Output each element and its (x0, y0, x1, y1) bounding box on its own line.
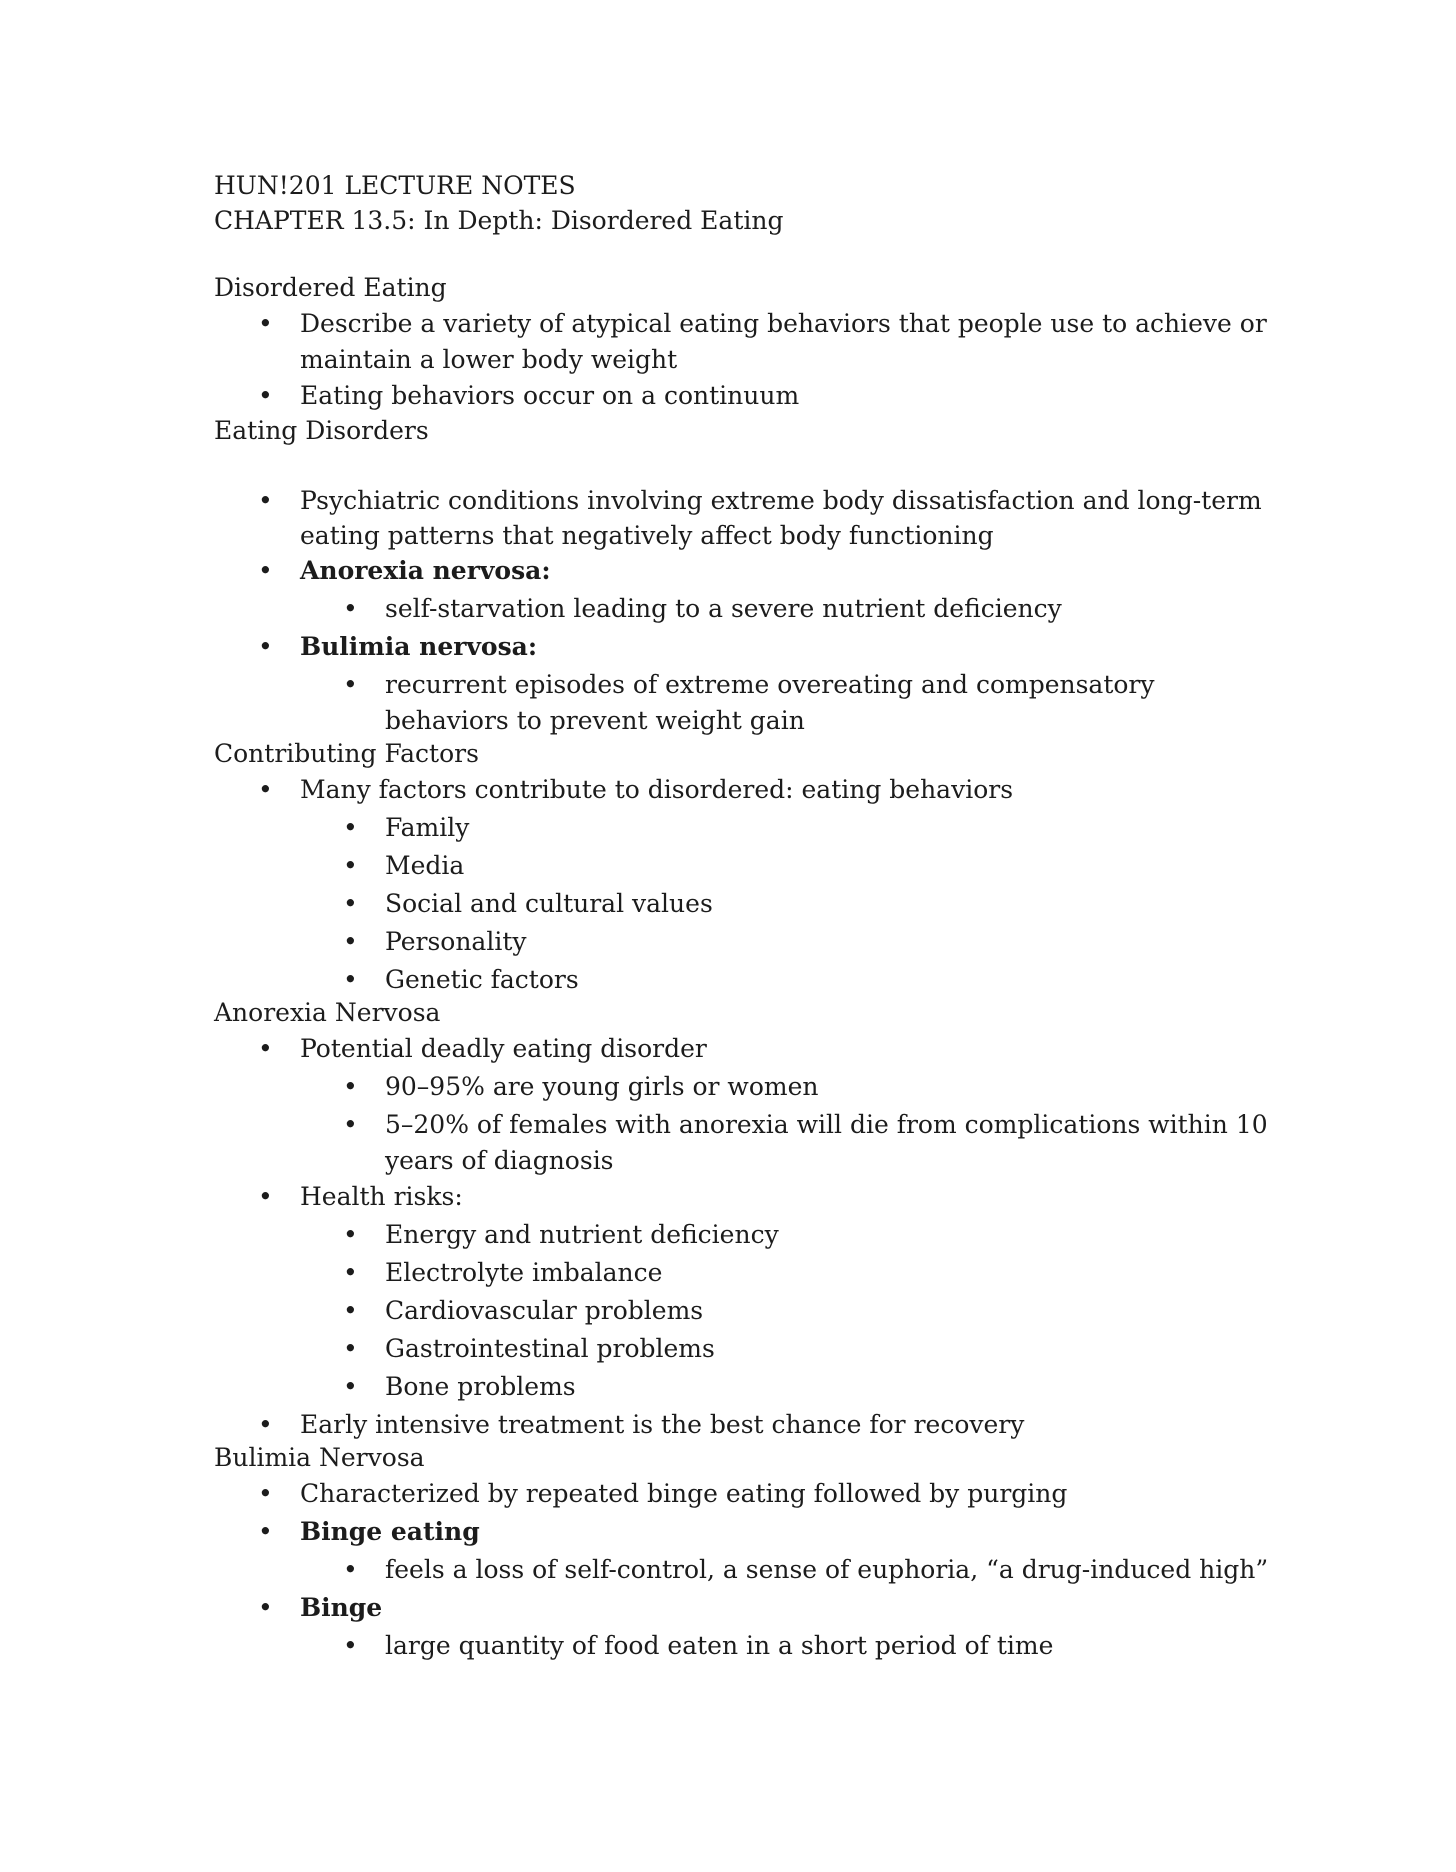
list-item: Electrolyte imbalance (385, 1258, 663, 1287)
bullet-icon: • (343, 927, 358, 956)
bullet-icon: • (343, 1631, 358, 1660)
list-item: Family (385, 813, 470, 842)
section-heading-contributing-factors: Contributing Factors (214, 739, 479, 768)
bullet-icon: • (343, 1072, 358, 1101)
list-item: Potential deadly eating disorder (300, 1034, 707, 1063)
term-anorexia-nervosa: Anorexia nervosa: (300, 556, 551, 585)
section-heading-anorexia-nervosa: Anorexia Nervosa (214, 998, 441, 1027)
bullet-icon: • (343, 813, 358, 842)
list-item: Characterized by repeated binge eating followed by purging (300, 1479, 1068, 1508)
list-item: Personality (385, 927, 527, 956)
list-item: Social and cultural values (385, 889, 713, 918)
list-item: Health risks: (300, 1182, 463, 1211)
list-item: Eating behaviors occur on a continuum (300, 381, 800, 410)
list-item: Bone problems (385, 1372, 576, 1401)
bullet-icon: • (258, 1410, 273, 1439)
bullet-icon: • (343, 670, 358, 699)
section-heading-bulimia-nervosa: Bulimia Nervosa (214, 1443, 425, 1472)
list-item-continuation: maintain a lower body weight (300, 345, 678, 374)
bullet-icon: • (343, 1258, 358, 1287)
bullet-icon: • (258, 775, 273, 804)
list-item: Cardiovascular problems (385, 1296, 704, 1325)
list-item: feels a loss of self-control, a sense of euphoria, “a drug-induced high” (385, 1555, 1269, 1584)
bullet-icon: • (258, 1517, 273, 1546)
bullet-icon: • (343, 594, 358, 623)
list-item: self-starvation leading to a severe nutrient deficiency (385, 594, 1062, 623)
bullet-icon: • (258, 1182, 273, 1211)
bullet-icon: • (258, 632, 273, 661)
list-item: Energy and nutrient deficiency (385, 1220, 779, 1249)
term-binge: Binge (300, 1593, 383, 1622)
bullet-icon: • (343, 1372, 358, 1401)
bullet-icon: • (258, 556, 273, 585)
section-heading-disordered-eating: Disordered Eating (214, 273, 447, 302)
list-item: Genetic factors (385, 965, 579, 994)
bullet-icon: • (258, 486, 273, 515)
bullet-icon: • (343, 1334, 358, 1363)
bullet-icon: • (258, 1593, 273, 1622)
bullet-icon: • (343, 851, 358, 880)
bullet-icon: • (258, 309, 273, 338)
list-item: recurrent episodes of extreme overeating and compensatory (385, 670, 1155, 699)
list-item: Psychiatric conditions involving extreme body dissatisfaction and long-term (300, 486, 1262, 515)
bullet-icon: • (343, 1110, 358, 1139)
list-item-continuation: behaviors to prevent weight gain (385, 706, 805, 735)
bullet-icon: • (258, 381, 273, 410)
bullet-icon: • (343, 965, 358, 994)
list-item: Gastrointestinal problems (385, 1334, 715, 1363)
section-heading-eating-disorders: Eating Disorders (214, 416, 429, 445)
list-item: 5–20% of females with anorexia will die from complications within 10 (385, 1110, 1268, 1139)
list-item: Early intensive treatment is the best chance for recovery (300, 1410, 1025, 1439)
bullet-icon: • (258, 1479, 273, 1508)
bullet-icon: • (258, 1034, 273, 1063)
bullet-icon: • (343, 1220, 358, 1249)
course-title: HUN!201 LECTURE NOTES (214, 171, 576, 200)
list-item: Describe a variety of atypical eating behaviors that people use to achieve or (300, 309, 1267, 338)
bullet-icon: • (343, 889, 358, 918)
list-item: large quantity of food eaten in a short period of time (385, 1631, 1054, 1660)
bullet-icon: • (343, 1296, 358, 1325)
list-item: Many factors contribute to disordered: eating behaviors (300, 775, 1014, 804)
list-item: 90–95% are young girls or women (385, 1072, 819, 1101)
list-item: Media (385, 851, 465, 880)
bullet-icon: • (343, 1555, 358, 1584)
list-item-continuation: eating patterns that negatively affect body functioning (300, 521, 994, 550)
term-binge-eating: Binge eating (300, 1517, 480, 1546)
term-bulimia-nervosa: Bulimia nervosa: (300, 632, 538, 661)
list-item-continuation: years of diagnosis (385, 1146, 614, 1175)
chapter-title: CHAPTER 13.5: In Depth: Disordered Eating (214, 206, 784, 235)
